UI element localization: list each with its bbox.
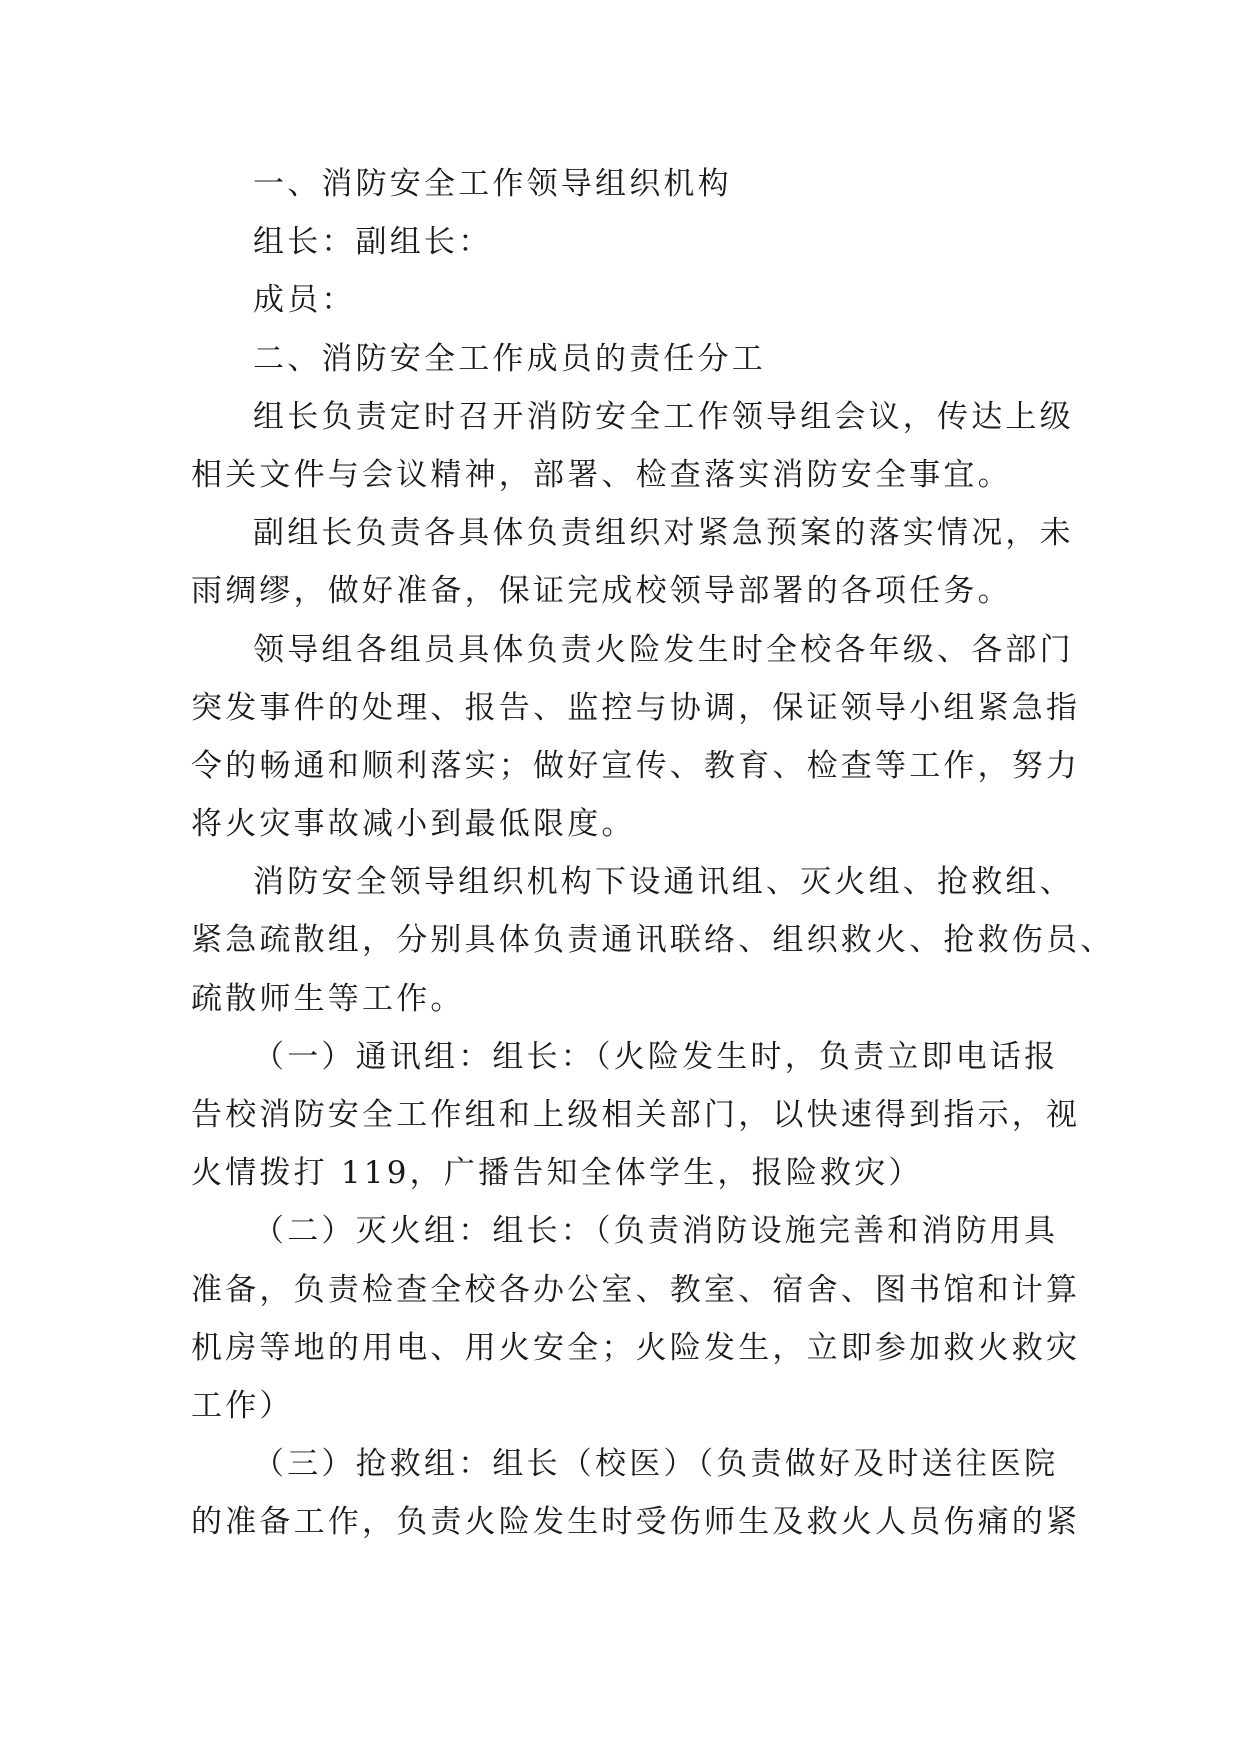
text-line: 告校消防安全工作组和上级相关部门，以快速得到指示，视	[191, 1097, 1081, 1133]
text-line: （三）抢救组：组长（校医）（负责做好及时送往医院	[253, 1446, 1059, 1483]
text-line: （一）通讯组：组长：（火险发生时，负责立即电话报	[253, 1038, 1059, 1075]
text-line: 的准备工作，负责火险发生时受伤师生及救火人员伤痛的紧	[191, 1504, 1081, 1541]
text-line: 一、消防安全工作领导组织机构	[253, 166, 732, 202]
text-line: 将火灾事故减小到最低限度。	[191, 806, 636, 843]
text-line: 火情拨打 119，广播告知全体学生，报险救灾）	[191, 1155, 923, 1192]
document-body	[191, 155, 1115, 1552]
text-line: 领导组各组员具体负责火险发生时全校各年级、各部门	[253, 631, 1074, 668]
text-line: 机房等地的用电、用火安全；火险发生，立即参加救火救灾	[191, 1329, 1081, 1366]
text-line: 组长：副组长：	[253, 224, 493, 261]
text-line: 成员：	[253, 282, 356, 319]
text-line: 工作）	[191, 1387, 294, 1424]
text-line: 令的畅通和顺利落实；做好宣传、教育、检查等工作，努力	[191, 747, 1081, 784]
text-line: 紧急疏散组，分别具体负责通讯联络、组织救火、抢救伤员、	[191, 922, 1115, 959]
text-line: 雨绸缪，做好准备，保证完成校领导部署的各项任务。	[191, 573, 1012, 610]
text-line: 准备，负责检查全校各办公室、教室、宿舍、图书馆和计算	[191, 1271, 1081, 1308]
text-line: 相关文件与会议精神，部署、检查落实消防安全事宜。	[191, 456, 1012, 493]
text-line: 疏散师生等工作。	[191, 980, 465, 1017]
text-line: 组长负责定时召开消防安全工作领导组会议，传达上级	[253, 398, 1074, 435]
text-line: 消防安全领导组织机构下设通讯组、灭火组、抢救组、	[253, 864, 1074, 901]
text-line: 副组长负责各具体负责组织对紧急预案的落实情况，未	[253, 515, 1074, 552]
text-line: （二）灭火组：组长：（负责消防设施完善和消防用具	[253, 1213, 1059, 1250]
text-line: 二、消防安全工作成员的责任分工	[253, 340, 766, 377]
text-line: 突发事件的处理、报告、监控与协调，保证领导小组紧急指	[191, 689, 1081, 726]
